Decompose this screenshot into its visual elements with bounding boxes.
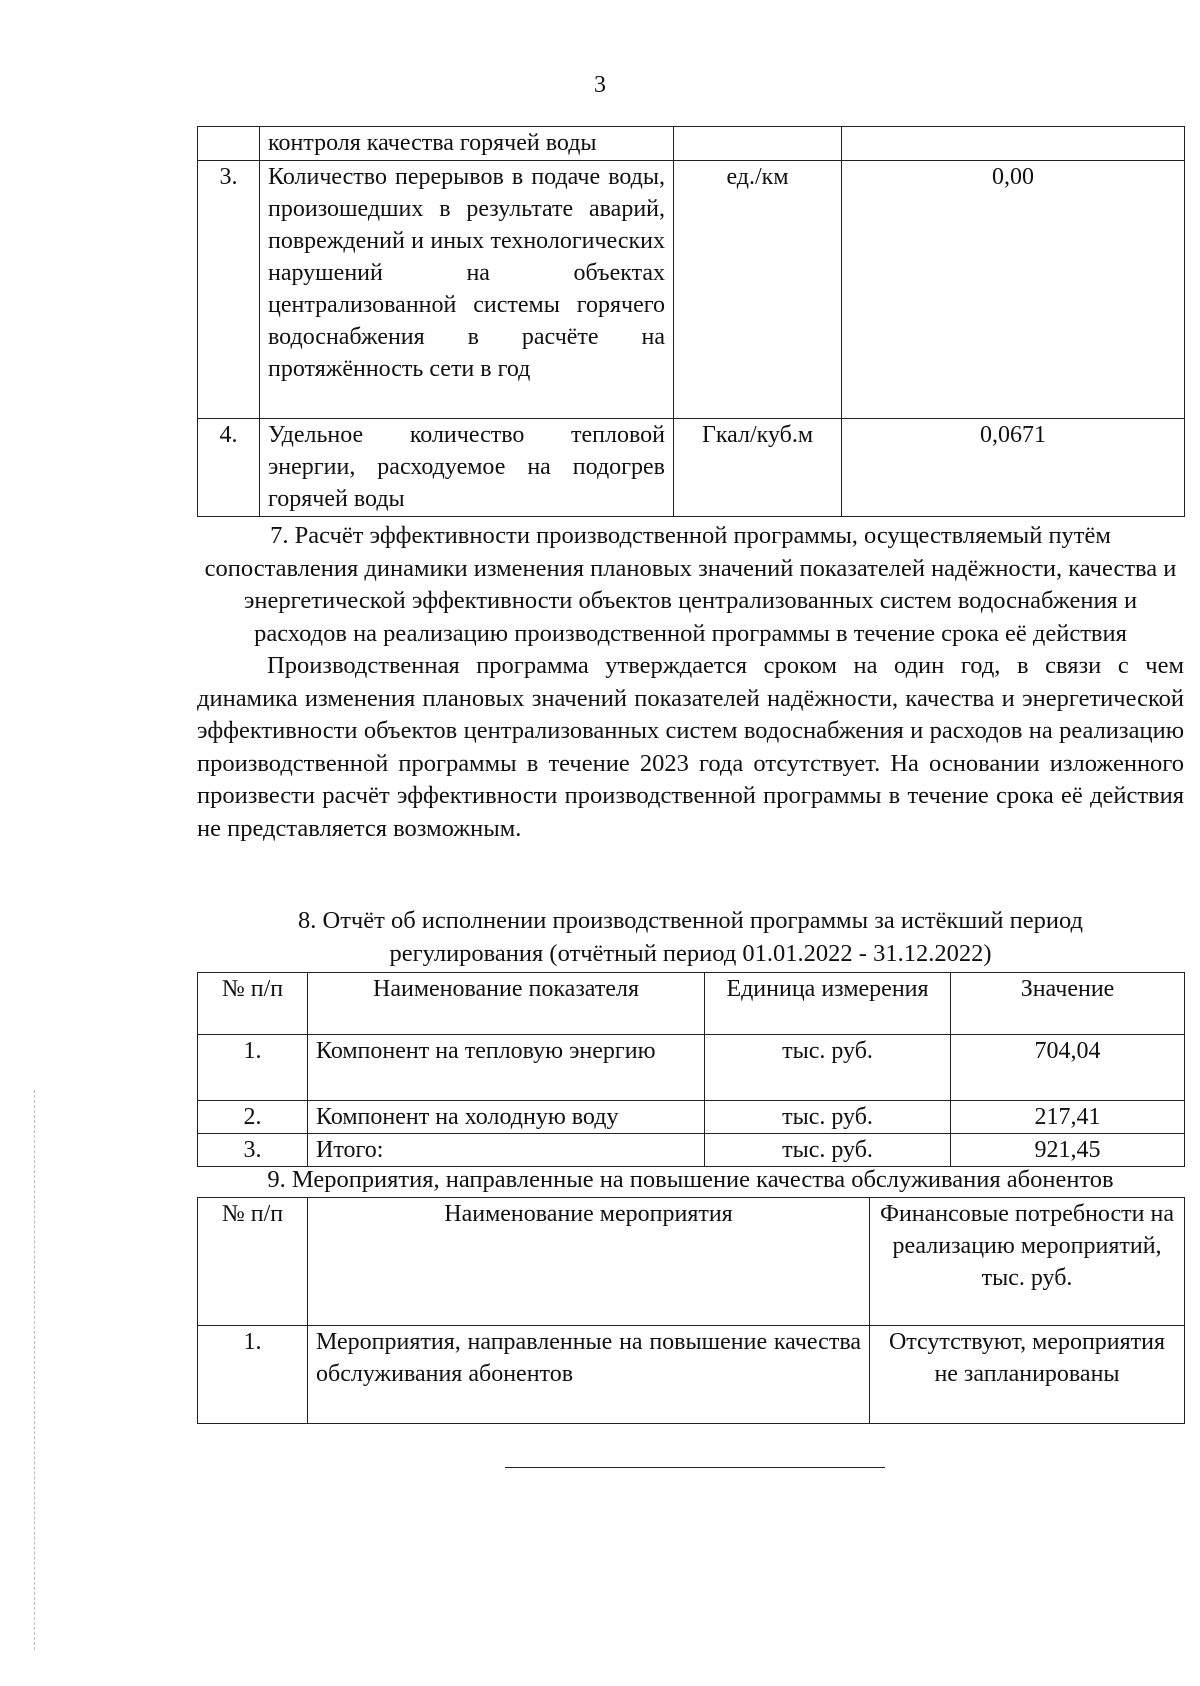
page-number: 3 <box>594 72 606 98</box>
table-row <box>198 1101 1185 1134</box>
table-row <box>198 1325 1185 1423</box>
measures-table <box>197 1197 1185 1424</box>
header-measure: Наименование мероприятия <box>308 1197 870 1325</box>
unit: Гкал/куб.м <box>674 419 842 517</box>
indicator-name: Компонент на холодную воду <box>308 1101 705 1134</box>
section-7-heading: 7. Расчёт эффективности производственной программы, осуществляемый путём сопоставления динамики изменения плановых значений показателей надёжности, качества и энергетической эффективности объектов централизованных систем водоснабжения и расходов на реализацию производственной программы в течение срока её действия <box>204 522 1177 647</box>
row-number: 1. <box>198 1325 308 1423</box>
unit: тыс. руб. <box>705 1134 951 1167</box>
value: 0,00 <box>842 161 1185 419</box>
scan-edge-mark <box>34 1090 36 1650</box>
end-rule <box>505 1467 885 1468</box>
value: 0,0671 <box>842 419 1185 517</box>
financial-need: Отсутствуют, мероприятия не запланированы <box>870 1325 1185 1423</box>
table-header-row <box>198 1197 1185 1325</box>
section-9 <box>197 1164 1184 1424</box>
unit: тыс. руб. <box>705 1101 951 1134</box>
indicator-name: контроля качества горячей воды <box>260 127 674 161</box>
section-7 <box>197 520 1184 845</box>
unit: тыс. руб. <box>705 1035 951 1101</box>
indicator-name: Компонент на тепловую энергию <box>308 1035 705 1101</box>
section-7-text: Производственная программа утверждается сроком на один год, в связи с чем динамика изменения плановых значений показателей надёжности, качества и энергетической эффективности объектов централизованных систем водоснабжения и расходов на реализацию производственной программы в течение 2023 года отсутствует. На основании изложенного произвести расчёт эффективности производственной программы в течение срока её действия не представляется возможным. <box>197 652 1184 842</box>
table-header-row <box>198 973 1185 1035</box>
row-number: 2. <box>198 1101 308 1134</box>
value <box>842 127 1185 161</box>
value: 217,41 <box>951 1101 1185 1134</box>
table-row <box>198 419 1185 517</box>
section-8-heading: 8. Отчёт об исполнении производственной программы за истёкший период регулирования (отчётный период 01.01.2022 - 31.12.2022) <box>298 907 1083 967</box>
indicator-name: Удельное количество тепловой энергии, расходуемое на подогрев горячей воды <box>260 419 674 517</box>
row-number: 3. <box>198 161 260 419</box>
row-number: 1. <box>198 1035 308 1101</box>
row-number: 3. <box>198 1134 308 1167</box>
unit <box>674 127 842 161</box>
table-row <box>198 1134 1185 1167</box>
section-8 <box>197 905 1184 1167</box>
header-indicator: Наименование показателя <box>308 973 705 1035</box>
header-value: Значение <box>951 973 1185 1035</box>
indicator-name: Количество перерывов в подаче воды, произошедших в результате аварий, повреждений и иных технологических нарушений на объектах централизованной системы горячего водоснабжения в расчёте на протяжённость сети в год <box>260 161 674 419</box>
header-number: № п/п <box>198 1197 308 1325</box>
header-number: № п/п <box>198 973 308 1035</box>
unit: ед./км <box>674 161 842 419</box>
indicator-name: Итого: <box>308 1134 705 1167</box>
measure-name: Мероприятия, направленные на повышение качества обслуживания абонентов <box>308 1325 870 1423</box>
value: 704,04 <box>951 1035 1185 1101</box>
table-row <box>198 161 1185 419</box>
header-financial-needs: Финансовые потребности на реализацию мероприятий, тыс. руб. <box>870 1197 1185 1325</box>
header-unit: Единица измерения <box>705 973 951 1035</box>
table-row <box>198 127 1185 161</box>
row-number: 4. <box>198 419 260 517</box>
value: 921,45 <box>951 1134 1185 1167</box>
section-9-heading: 9. Мероприятия, направленные на повышение качества обслуживания абонентов <box>267 1166 1114 1193</box>
table-row <box>198 1035 1185 1101</box>
indicators-table-continued <box>197 126 1184 517</box>
report-table <box>197 972 1185 1167</box>
row-number <box>198 127 260 161</box>
